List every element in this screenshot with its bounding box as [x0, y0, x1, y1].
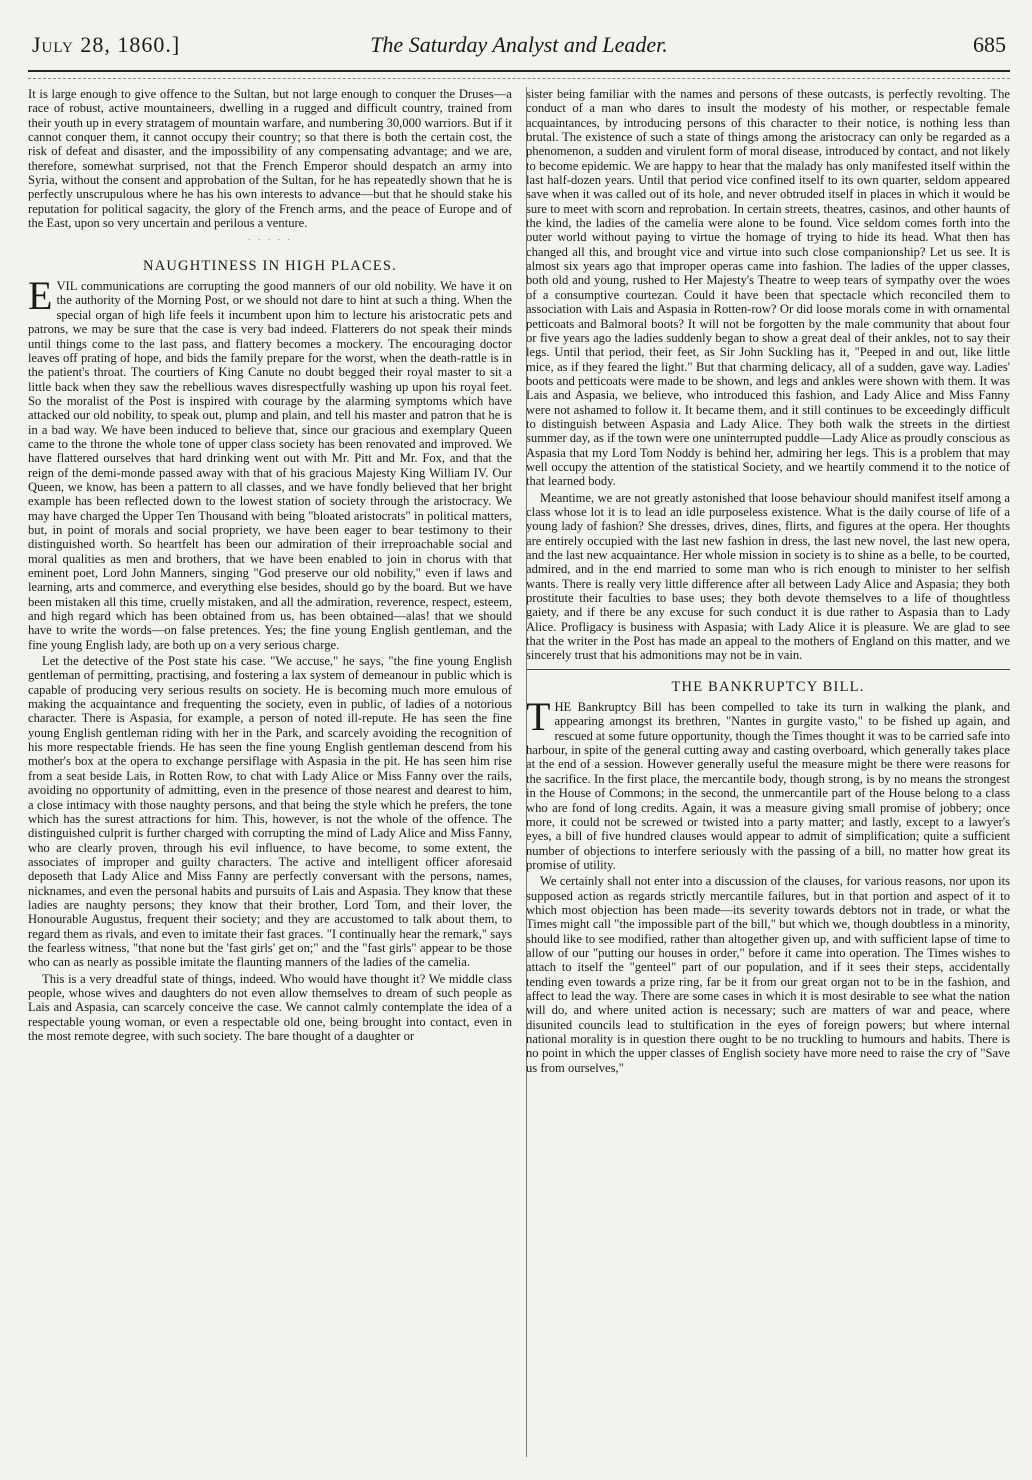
- drop-cap: E: [28, 273, 53, 319]
- publication-title: The Saturday Analyst and Leader.: [370, 32, 668, 57]
- article-paragraph: [526, 694, 1010, 872]
- intro-paragraph: It is large enough to give offence to the Sultan, but not large enough to conquer the Druses—a race of robust, active mountaineers, dwelling in a rugged and difficult country, trained from their youth up in every stratagem of mountain warfare, and numbering 30,000 warriors. But if it cannot conquer them, it cannot occupy their country; so that there is both the certain cost, the risk of defeat and disaster, and the impossibility of any compensating advantage; and we are, therefore, somewhat surprised, not that the French Emperor should despatch an army into Syria, without the consent and approbation of the Sultan, for he has repeatedly shown that he is perfectly unscrupulous where he has his own interests to advance—but that he should stake his reputation for political sagacity, the glory of the French arms, and the peace of Europe and of the East, upon so very uncertain and perilous a venture.: [28, 87, 512, 231]
- right-column: [526, 87, 1010, 1457]
- article-paragraph: [28, 273, 512, 652]
- article-paragraph: This is a very dreadful state of things, indeed. Who would have thought it? We middle class people, whose wives and daughters do not even allow themselves to dream of such people as Lais and Aspasia, can scarcely conceive the case. We cannot calmly contemplate the idea of a respectable young woman, or even a respectable old one, being brought into contact, even in the most remote degree, with such society. The bare thought of a daughter or: [28, 971, 512, 1043]
- article-paragraph: Let the detective of the Post state his case. "We accuse," he says, "the fine young English gentleman of permitting, practising, and fostering a lax system of demeanour in public which is capable of producing very serious results on society. He is becoming much more emulous of making the acquaintance and frequenting the society, even in public, of ladies of a notorious character. There is Aspasia, for example, a person of noted ill-repute. He has seen the fine young English gentleman riding with her in the Park, and scarcely avoiding the recognition of his more respectable friends. He has seen the fine young English gentleman descend from his mother's box at the opera to exchange persiflage with Aspasia in the pit. He has seen him rise from a seat beside Lais, in Rotten Row, to chat with Lady Alice or Miss Fanny over the rails, avoiding no opportunity of admitting, even in the presence of those nearest and dearest to him, a close intimacy with those naughty persons, and that being the style which he prefers, the tone which has the surest attractions for him. This, however, is not the whole of the offence. The distinguished culprit is further charged with corrupting the mind of Lady Alice and Miss Fanny, who are clearly proven, through his evil influence, to have become, to some extent, the associates of improper and guilty characters. The active and intelligent officer aforesaid deposeth that Lady Alice and Miss Fanny are perfectly conversant with the persons, names, nicknames, and even the personal habits and pursuits of Lais and Aspasia. They know that these ladies are naughty persons; they know that their brother, Lord Tom, and their lover, the Honourable Augustus, frequent their society; and they are accustomed to talk about them, to regard them as rivals, and even to imitate their fast graces. "I continually hear the remark," says the fearless witness, "that none but the 'fast girls' get on;" and the "fast girls" appear to be those who can as nearly as possible imitate the flaunting manners of the ladies of the camelia.: [28, 654, 512, 970]
- section-rule: [526, 669, 1010, 670]
- left-column: [28, 87, 512, 1457]
- article-paragraph: sister being familiar with the names and persons of these outcasts, is perfectly revolting. The conduct of a man who dares to insult the modesty of his mother, or respectable female acquaintances, by introducing persons of this character to their notice, is nothing less than brutal. The existence of such a state of things among the aristocracy can only be regarded as a phenomenon, a sudden and virulent form of moral disease, introduced by contact, and not likely to become epidemic. We are happy to hear that the malady has only manifested itself within the last half-dozen years. Until that period vice confined itself to its own quarter, seldom appeared save when it was called out of its hole, and never obtruded itself in places in which it would be sure to meet with scorn and reprobation. In certain streets, theatres, casinos, and other haunts of the kind, the ladies of the camelia were alone to be found. Vice seldom comes forth into the outer world without paying to virtue the homage of trying to hide its head. What then has changed all this, and brought vice and virtue into such close companionship? Let us see. It is almost six years ago that improper operas came into fashion. The ladies of the upper classes, both old and young, rushed to Her Majesty's Theatre to weep tears of sympathy over the woes of a consumptive courtezan. Could it have been that spectacle which reconciled them to association with Lais and Aspasia in Rotten-row? Or did loose morals come in with ornamental petticoats and Balmoral boots? It will not be forgotten by the male community that about four or five years ago the ladies suddenly began to show a great deal of their ankles, not to say their legs. Until that period, their feet, as Sir John Suckling has it, "Peeped in and out, like little mice, as if they feared the light." But that charming delicacy, all of a sudden, gave way. Ladies' boots and petticoats were made to be shown, and legs and ankles were shown with them. It was Lais and Aspasia, we believe, who introduced this fashion, and Lady Alice and Miss Fanny were not ashamed to follow it. It became them, and it still continues to be exceedingly difficult to distinguish between Aspasia and Lady Alice. They both walk the streets in the dirtiest summer day, as if the town were one uninterrupted puddle—Lady Alice as proudly conscious as Aspasia that my Lord Tom Noddy is behind her, admiring her legs. This is a problem that may well occupy the attention of the statistical Society, and we heartily commend it to the notice of that learned body.: [526, 87, 1010, 489]
- ornament-divider: · · · · ·: [247, 235, 293, 247]
- article-paragraph: Meantime, we are not greatly astonished that loose behaviour should manifest itself among a class whose lot it is to lead an idle purposeless existence. What is the daily course of life of a young lady of fashion? She dresses, drives, dines, flirts, and figures at the opera. Her thoughts are entirely occupied with the last new fashion in dress, the last new novel, the last new opera, and the last new acquaintance. Her whole mission in society is to shine as a belle, to be courted, admired, and in the end married to some man who is rich enough to minister to her selfish wants. There is really very little difference after all between Lady Alice and Aspasia; they both prostitute their faculties to base uses; they both devote themselves to a life of thoughtless gaiety, and if there be any excuse for such conduct it is due rather to Aspasia than to Lady Alice. Profligacy is business with Aspasia; with Lady Alice it is pleasure. We are glad to see that the writer in the Post has made an appeal to the mothers of England on this matter, and we sincerely trust that his admonitions may not be in vain.: [526, 490, 1010, 663]
- article-title-naughtiness: NAUGHTINESS IN HIGH PLACES.: [143, 257, 397, 274]
- header-rule: [28, 78, 1010, 79]
- paragraph-text: HE Bankruptcy Bill has been compelled to take its turn in walking the plank, and appearing amongst its brethren, "Nantes in gurgite vasto," to be fished up again, and rescued at some future opportunity, though the Times thought it was to be carried safe into harbour, in spite of the general cutting away and casting overboard, which generally takes place at the end of a session. However generally useful the measure might be there were reasons for the sacrifice. In the first place, the mercantile body, though strong, is by no means the strongest in the House of Commons; in the second, the unmercantile part of the House belong to a class who are fond of long credits. Again, it was a measure giving small promise of jobbery; once more, it could not be screwed or twisted into a party matter; and lastly, except to a lawyer's eyes, a bill of five hundred clauses would appear to admit of simplification; quite a sufficient number of objections to interfere seriously with the passing of a bill, no matter how great its promise of utility.: [526, 700, 1010, 872]
- article-paragraph: We certainly shall not enter into a discussion of the clauses, for various reasons, nor upon its supposed action as regards strictly mercantile failures, but in that portion and aspect of it to which most objection has been made—its severity towards debtors not in trade, or what the Times might call "the impossible part of the bill," but which we, though doubtless in a minority, should like to see modified, rather than altogether given up, and with sufficient lapse of time to allow of our "putting our houses in order," before it came into operation. The Times wishes to attach to itself the "genteel" part of our population, and if it sees their steps, accidentally tending even towards a prize ring, far be it from our great organ not to be in the fashion, and affect to lead the way. There are some cases in which it is most desirable to see what the nation will do, and where united action is necessary; such are matters of war and peace, where disunited councils lead to stultification in the eyes of foreign powers; but where internal national morality is in question there ought to be no truckling to humours and habits. There is no point in which the upper classes of English society have more need to raise the cry of "Save us from ourselves,": [526, 874, 1010, 1075]
- column-divider: [526, 87, 527, 1457]
- paragraph-text: VIL communications are corrupting the good manners of our old nobility. We have it on the authority of the Morning Post, or we should not dare to hint at such a thing. When the special organ of high life feels it incumbent upon him to lecture his aristocratic pets and patrons, we may be sure that the case is very bad indeed. Flatterers do not speak their minds until things come to the last pass, and flattery becomes a mockery. The encouraging doctor leaves off prating of hope, and bids the family prepare for the worst, when the death-rattle is in the patient's throat. The courtiers of King Canute no doubt begged their royal master to sit a little back when they saw the rebellious waves disrespectfully washing up upon his royal feet. So the moralist of the Post is inspired with courage by the alarming symptoms which have attacked our old nobility, to speak out, plump and plain, and tell his master and patron that he is in a bad way. We have been induced to believe that, since our gracious and exemplary Queen came to the throne the whole tone of upper class society has been renovated and improved. We have flattered ourselves that hard drinking went out with Mr. Pitt and Mr. Fox, and that the reign of the demi-monde passed away with that of his gracious Majesty King William IV. Our Queen, we know, has been a pattern to all classes, and we have fondly believed that her bright example has been reflected down to the lowest station of society through the aristocracy. We may have charged the Upper Ten Thousand with being "bloated aristocrats" in political matters, but, in point of morals and social propriety, we have been eager to bear testimony to their distinguished worth. So heartfelt has been our admiration of their irreproachable social and moral qualities as men and brothers, that we have been enabled to join in chorus with that eminent poet, Lord John Manners, singing "God preserve our old nobility," even if laws and learning, arts and commerce, and everything else besides, should go by the board. But we have been mistaken all this time, cruelly mistaken, and all the admiration, reverence, respect, esteem, and high regard which has been obtained from us, has been obtained—alas! that we should have to write the words—on false pretences. Yes; the fine young English gentleman, and the fine young English lady, are both up on a very serious charge.: [28, 279, 512, 652]
- page-number: 685: [973, 32, 1006, 57]
- issue-date: July 28, 1860.]: [32, 32, 181, 57]
- running-head: [28, 30, 1010, 72]
- article-title-bankruptcy: THE BANKRUPTCY BILL.: [671, 678, 865, 695]
- columns: [28, 87, 1010, 1457]
- drop-cap: T: [526, 694, 551, 740]
